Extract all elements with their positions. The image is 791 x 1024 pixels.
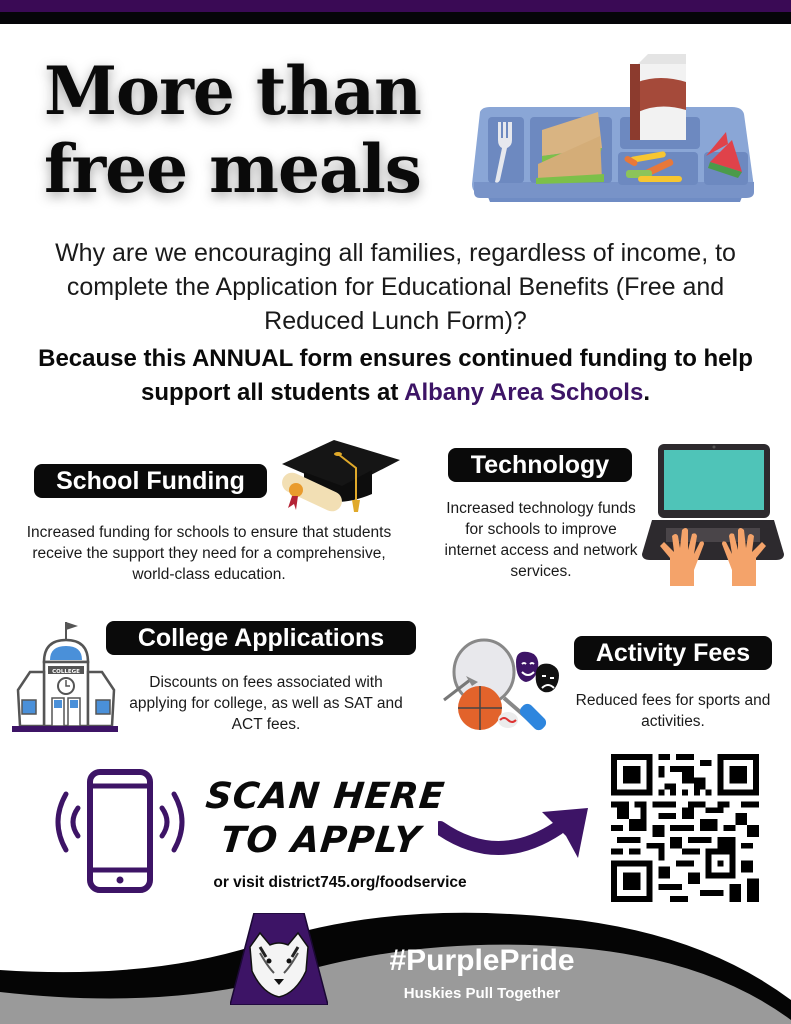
benefit-title-activity-fees: Activity Fees <box>574 636 772 670</box>
benefit-title-school-funding: School Funding <box>34 464 267 498</box>
college-building-icon <box>10 618 120 736</box>
top-bar-black <box>0 12 791 24</box>
graduation-cap-diploma-icon <box>274 434 404 520</box>
benefit-description-technology: Increased technology funds for schools to improve internet access and network services. <box>444 500 638 580</box>
scan-line-1: SCAN HERE <box>203 776 447 817</box>
sports-activities-icon <box>440 636 566 732</box>
scan-here-title <box>193 775 452 863</box>
district-name: Albany Area Schools <box>404 379 644 406</box>
headline-line-2: free meals <box>44 130 421 208</box>
husky-a-logo <box>230 913 328 1005</box>
benefit-description-college-applications: Discounts on fees associated with applying for college, as well as SAT and ACT fees. <box>129 674 403 733</box>
scan-line-2: TO APPLY <box>218 820 423 861</box>
benefit-description-school-funding: Increased funding for schools to ensure that students receive the support they need for a comprehensive, world-class education. <box>26 524 392 583</box>
intro-because <box>14 342 777 410</box>
because-text: Because this ANNUAL form ensures continued funding to help support all students at <box>38 345 753 406</box>
phone-signal-icon <box>50 768 190 896</box>
visit-link[interactable]: or visit district745.org/foodservice <box>213 874 467 891</box>
benefit-description-activity-fees: Reduced fees for sports and activities. <box>575 692 771 730</box>
qr-code[interactable] <box>610 754 760 902</box>
laptop-typing-icon <box>642 442 784 588</box>
headline-line-1: More than <box>44 52 422 130</box>
benefit-title-college-applications: College Applications <box>106 621 416 655</box>
because-suffix: . <box>643 379 650 406</box>
top-bar-purple <box>0 0 791 12</box>
benefit-title-technology: Technology <box>448 448 632 482</box>
hashtag-purple-pride: #PurplePride <box>389 944 575 977</box>
tagline: Huskies Pull Together <box>403 985 561 1002</box>
curved-arrow-icon <box>438 808 590 868</box>
lunch-tray-icon <box>470 52 760 217</box>
page-title <box>44 52 444 208</box>
college-sign-text: COLLEGE <box>52 669 80 675</box>
intro-question: Why are we encouraging all families, regardless of income, to complete the Application for Educational Benefits (Free and Reduced Lunch Form)? <box>55 239 736 335</box>
